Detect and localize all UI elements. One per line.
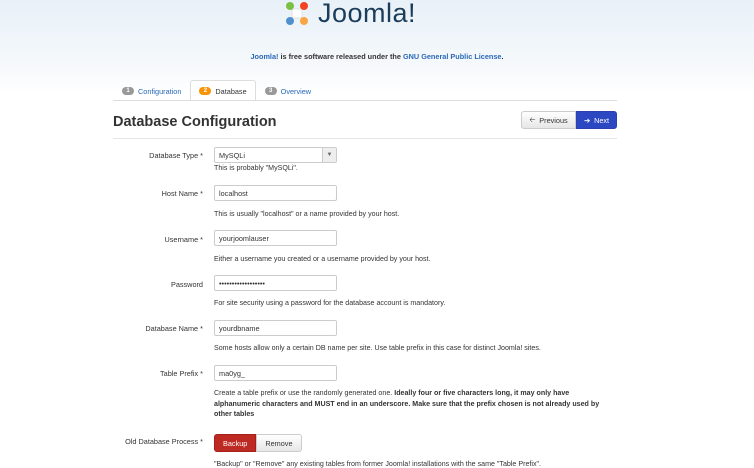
next-label: Next <box>594 115 610 125</box>
step-number: 1 <box>122 87 134 95</box>
db-type-value: MySQLi <box>219 150 245 160</box>
tab-label: Overview <box>280 86 312 96</box>
next-button[interactable] <box>576 111 617 129</box>
backup-option[interactable]: Backup <box>214 434 256 452</box>
step-tabs <box>113 80 320 101</box>
tab-configuration[interactable] <box>113 80 190 101</box>
host-label: Host Name * <box>161 189 203 198</box>
title-divider <box>113 138 617 139</box>
license-notice <box>0 52 754 61</box>
header <box>0 0 754 40</box>
license-suffix: . <box>501 52 504 61</box>
db-type-help: This is probably "MySQLi". <box>214 164 298 172</box>
password-input[interactable]: •••••••••••••••••• <box>214 275 337 291</box>
old-db-toggle <box>214 434 302 452</box>
db-type-select[interactable] <box>214 147 337 163</box>
tab-label: Configuration <box>138 86 182 96</box>
page-title: Database Configuration <box>113 114 277 130</box>
joomla-logo <box>282 0 416 27</box>
username-help: Either a username you created or a username provided by your host. <box>214 255 431 263</box>
username-input[interactable]: yourjoomlauser <box>214 230 337 246</box>
tabs-divider <box>113 100 617 101</box>
step-number: 3 <box>265 87 277 95</box>
previous-label: Previous <box>539 115 568 125</box>
wizard-nav <box>521 111 617 129</box>
prefix-input[interactable]: ma0yg_ <box>214 365 337 381</box>
host-input[interactable]: localhost <box>214 185 337 201</box>
db-name-help: Some hosts allow only a certain DB name per site. Use table prefix in this case for distinct Joomla! sites. <box>214 344 541 352</box>
logo-text: Joomla! <box>318 0 417 28</box>
prefix-label: Table Prefix * <box>160 369 203 378</box>
tab-label: Database <box>215 86 247 96</box>
gpl-link[interactable]: GNU General Public License <box>402 52 502 61</box>
db-name-label: Database Name * <box>145 324 203 333</box>
arrow-left-icon: 🡠 <box>529 114 536 124</box>
step-number: 2 <box>199 87 211 95</box>
password-help: For site security using a password for the database account is mandatory. <box>214 299 446 307</box>
prefix-help <box>214 388 614 420</box>
joomla-logo-icon <box>282 0 312 27</box>
username-label: Username * <box>164 235 203 244</box>
db-name-input[interactable]: yourdbname <box>214 320 337 336</box>
old-db-label: Old Database Process * <box>125 437 203 446</box>
old-db-help: "Backup" or "Remove" any existing tables from former Joomla! installations with the same "Table Prefix". <box>214 460 541 468</box>
password-label: Password <box>170 280 203 289</box>
tab-overview[interactable] <box>256 80 320 101</box>
joomla-link[interactable]: Joomla! <box>250 52 279 61</box>
remove-option[interactable]: Remove <box>256 434 301 452</box>
arrow-right-icon: ➔ <box>583 115 591 125</box>
chevron-down-icon: ▼ <box>322 148 336 162</box>
host-help: This is usually "localhost" or a name provided by your host. <box>214 210 400 218</box>
tab-database[interactable] <box>190 80 255 101</box>
prefix-help-text: Create a table prefix or use the randomly generated one. <box>214 389 395 397</box>
prefix-help-warning: Ideally four or five characters long, it may only have alphanumeric characters and MUST end in an underscore. Make sure that the prefix chosen is not already used by other tables <box>214 389 600 418</box>
db-type-label: Database Type * <box>149 151 203 160</box>
previous-button[interactable] <box>521 111 576 129</box>
license-text: is free software released under the <box>278 52 403 61</box>
